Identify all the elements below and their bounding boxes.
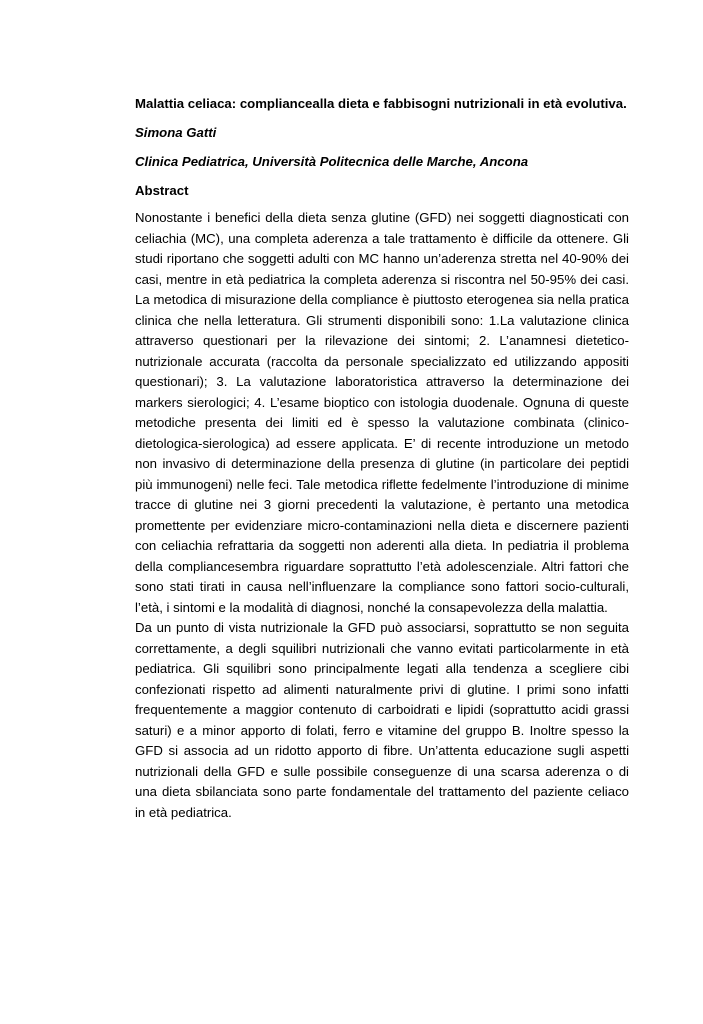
document-title: Malattia celiaca: compliancealla dieta e fabbisogni nutrizionali in età evolutiva. bbox=[135, 96, 627, 111]
document-content bbox=[135, 95, 629, 823]
author-name: Simona Gatti bbox=[135, 125, 217, 140]
abstract-paragraph-2: Da un punto di vista nutrizionale la GFD può associarsi, soprattutto se non seguita correttamente, a degli squilibri nutrizionali che vanno evitati particolarmente in età pediatrica. Gli squilibri sono principalmente legati alla tendenza a scegliere cibi confezionati rispetto ad alimenti naturalmente privi di glutine. I primi sono infatti frequentemente a maggior contenuto di carboidrati e lipidi (soprattutto acidi grassi saturi) e a minor apporto di folati, ferro e vitamine del gruppo B. Inoltre spesso la GFD si associa ad un ridotto apporto di fibre. Un’attenta educazione sugli aspetti nutrizionali della GFD e sulle possibile conseguenze di una scarsa aderenza o di una dieta sbilanciata sono parte fondamentale del trattamento del paziente celiaco in età pediatrica. bbox=[135, 620, 629, 820]
author-affiliation: Clinica Pediatrica, Università Politecnica delle Marche, Ancona bbox=[135, 154, 529, 169]
abstract-paragraph-1: Nonostante i benefici della dieta senza glutine (GFD) nei soggetti diagnosticati con celiachia (MC), una completa aderenza a tale trattamento è difficile da ottenere. Gli studi riportano che soggetti adulti con MC hanno un’aderenza stretta nel 40-90% dei casi, mentre in età pediatrica la completa aderenza si riscontra nel 50-95% dei casi. La metodica di misurazione della compliance è piuttosto eterogenea sia nella pratica clinica che nella letteratura. Gli strumenti disponibili sono: 1.La valutazione clinica attraverso questionari per la rilevazione dei sintomi; 2. L’anamnesi dietetico-nutrizionale accurata (raccolta da personale specializzato ed utilizzando appositi questionari); 3. La valutazione laboratoristica attraverso la determinazione dei markers sierologici; 4. L’esame bioptico con istologia duodenale. Ognuna di queste metodiche presenta dei limiti ed è spesso la valutazione combinata (clinico-dietologica-sierologica) ad essere applicata. E’ di recente introduzione un metodo non invasivo di determinazione della presenza di glutine (in particolare dei peptidi più immunogeni) nelle feci. Tale metodica riflette fedelmente l’introduzione di minime tracce di glutine nei 3 giorni precedenti la valutazione, è pertanto una metodica promettente per evidenziare micro-contaminazioni nella dieta e discernere pazienti con celiachia refrattaria da soggetti non aderenti alla dieta. In pediatria il problema della compliancesembra riguardare soprattutto l’età adolescenziale. Altri fattori che sono stati tirati in causa nell’influenzare la compliance sono fattori socio-culturali, l’età, i sintomi e la modalità di diagnosi, nonché la consapevolezza della malattia. bbox=[135, 210, 629, 615]
abstract-heading: Abstract bbox=[135, 183, 189, 198]
